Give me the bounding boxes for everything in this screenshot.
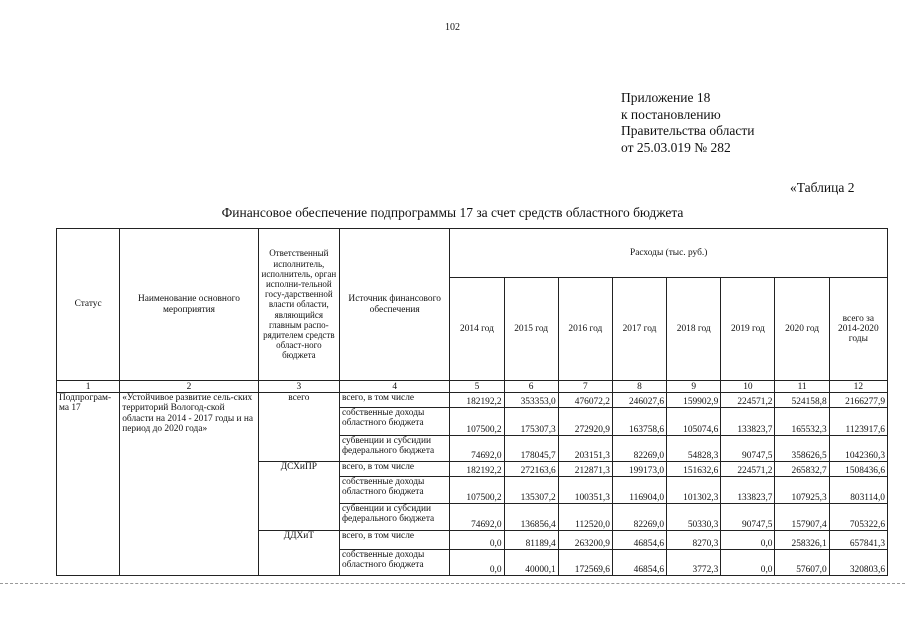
responsible-cell: ДСХиПР (258, 462, 339, 531)
column-number: 7 (558, 381, 612, 393)
value-cell: 178045,7 (504, 436, 558, 462)
header-source: Источник финансового обеспечения (339, 229, 449, 381)
header-year: 2018 год (667, 278, 721, 381)
source-cell: субвенции и субсидии федерального бюджета (339, 504, 449, 531)
value-cell: 90747,5 (721, 504, 775, 531)
value-cell: 272920,9 (558, 408, 612, 436)
column-number: 2 (120, 381, 258, 393)
value-cell: 3772,3 (667, 550, 721, 576)
value-cell: 0,0 (721, 531, 775, 550)
value-cell: 1508436,6 (829, 462, 887, 477)
appendix-line: от 25.03.019 № 282 (621, 139, 731, 155)
source-cell: собственные доходы областного бюджета (339, 477, 449, 504)
column-number: 10 (721, 381, 775, 393)
header-year: 2014 год (450, 278, 504, 381)
value-cell: 175307,3 (504, 408, 558, 436)
value-cell: 82269,0 (612, 504, 666, 531)
value-cell: 151632,6 (667, 462, 721, 477)
value-cell: 263200,9 (558, 531, 612, 550)
header-status: Статус (57, 229, 120, 381)
column-number-row (57, 381, 888, 393)
page-edge-divider (0, 583, 905, 584)
value-cell: 0,0 (450, 550, 504, 576)
column-number: 12 (829, 381, 887, 393)
appendix-header (621, 90, 754, 156)
value-cell: 40000,1 (504, 550, 558, 576)
column-number: 6 (504, 381, 558, 393)
responsible-cell: всего (258, 393, 339, 462)
value-cell: 107925,3 (775, 477, 829, 504)
value-cell: 657841,3 (829, 531, 887, 550)
value-cell: 100351,3 (558, 477, 612, 504)
value-cell: 74692,0 (450, 436, 504, 462)
column-number: 11 (775, 381, 829, 393)
value-cell: 101302,3 (667, 477, 721, 504)
value-cell: 107500,2 (450, 477, 504, 504)
header-year: 2020 год (775, 278, 829, 381)
value-cell: 8270,3 (667, 531, 721, 550)
table-reference: «Таблица 2 (790, 180, 855, 195)
header-row (57, 229, 888, 278)
source-cell: всего, в том числе (339, 462, 449, 477)
value-cell: 476072,2 (558, 393, 612, 408)
value-cell: 54828,3 (667, 436, 721, 462)
column-number: 5 (450, 381, 504, 393)
value-cell: 258326,1 (775, 531, 829, 550)
value-cell: 1042360,3 (829, 436, 887, 462)
value-cell: 353353,0 (504, 393, 558, 408)
value-cell: 46854,6 (612, 531, 666, 550)
header-responsible: Ответственный исполнитель, исполнитель, орган исполни-тельной госу-дарственной власти области, являющийся главным распо-рядителем средств област-ного бюджета (258, 229, 339, 381)
value-cell: 105074,6 (667, 408, 721, 436)
finance-table (56, 228, 888, 576)
value-cell: 272163,6 (504, 462, 558, 477)
value-cell: 224571,2 (721, 393, 775, 408)
value-cell: 74692,0 (450, 504, 504, 531)
header-expenses: Расходы (тыс. руб.) (450, 229, 888, 278)
value-cell: 135307,2 (504, 477, 558, 504)
value-cell: 165532,3 (775, 408, 829, 436)
source-cell: собственные доходы областного бюджета (339, 408, 449, 436)
value-cell: 133823,7 (721, 477, 775, 504)
value-cell: 182192,2 (450, 462, 504, 477)
value-cell: 112520,0 (558, 504, 612, 531)
status-cell: Подпрограм-ма 17 (57, 393, 120, 576)
column-number: 8 (612, 381, 666, 393)
source-cell: всего, в том числе (339, 393, 449, 408)
value-cell: 803114,0 (829, 477, 887, 504)
value-cell: 136856,4 (504, 504, 558, 531)
value-cell: 90747,5 (721, 436, 775, 462)
value-cell: 2166277,9 (829, 393, 887, 408)
value-cell: 107500,2 (450, 408, 504, 436)
responsible-cell: ДДХиТ (258, 531, 339, 576)
value-cell: 1123917,6 (829, 408, 887, 436)
value-cell: 524158,8 (775, 393, 829, 408)
appendix-line: Приложение 18 (621, 90, 711, 105)
value-cell: 0,0 (450, 531, 504, 550)
measure-name-cell: «Устойчивое развитие сель-ских территорий Вологод-ской области на 2014 - 2017 годы и на период до 2020 года» (120, 393, 258, 576)
value-cell: 358626,5 (775, 436, 829, 462)
value-cell: 57607,0 (775, 550, 829, 576)
value-cell: 320803,6 (829, 550, 887, 576)
value-cell: 50330,3 (667, 504, 721, 531)
column-number: 1 (57, 381, 120, 393)
source-cell: всего, в том числе (339, 531, 449, 550)
table-row (57, 393, 888, 408)
header-year-total: всего за 2014-2020 годы (829, 278, 887, 381)
value-cell: 212871,3 (558, 462, 612, 477)
value-cell: 116904,0 (612, 477, 666, 504)
source-cell: субвенции и субсидии федерального бюджета (339, 436, 449, 462)
document-title: Финансовое обеспечение подпрограммы 17 за счет средств областного бюджета (221, 205, 684, 220)
value-cell: 224571,2 (721, 462, 775, 477)
value-cell: 265832,7 (775, 462, 829, 477)
column-number: 4 (339, 381, 449, 393)
value-cell: 159902,9 (667, 393, 721, 408)
value-cell: 133823,7 (721, 408, 775, 436)
value-cell: 157907,4 (775, 504, 829, 531)
value-cell: 82269,0 (612, 436, 666, 462)
column-number: 3 (258, 381, 339, 393)
page-number: 102 (445, 22, 460, 33)
value-cell: 0,0 (721, 550, 775, 576)
value-cell: 705322,6 (829, 504, 887, 531)
appendix-line: Правительства области (621, 123, 755, 138)
appendix-line: к постановлению (621, 106, 721, 122)
header-year: 2016 год (558, 278, 612, 381)
value-cell: 81189,4 (504, 531, 558, 550)
column-number: 9 (667, 381, 721, 393)
value-cell: 203151,3 (558, 436, 612, 462)
value-cell: 182192,2 (450, 393, 504, 408)
header-year: 2019 год (721, 278, 775, 381)
value-cell: 172569,6 (558, 550, 612, 576)
header-measure-name: Наименование основного мероприятия (120, 229, 258, 381)
header-year: 2015 год (504, 278, 558, 381)
value-cell: 46854,6 (612, 550, 666, 576)
header-year: 2017 год (612, 278, 666, 381)
value-cell: 246027,6 (612, 393, 666, 408)
source-cell: собственные доходы областного бюджета (339, 550, 449, 576)
value-cell: 163758,6 (612, 408, 666, 436)
value-cell: 199173,0 (612, 462, 666, 477)
